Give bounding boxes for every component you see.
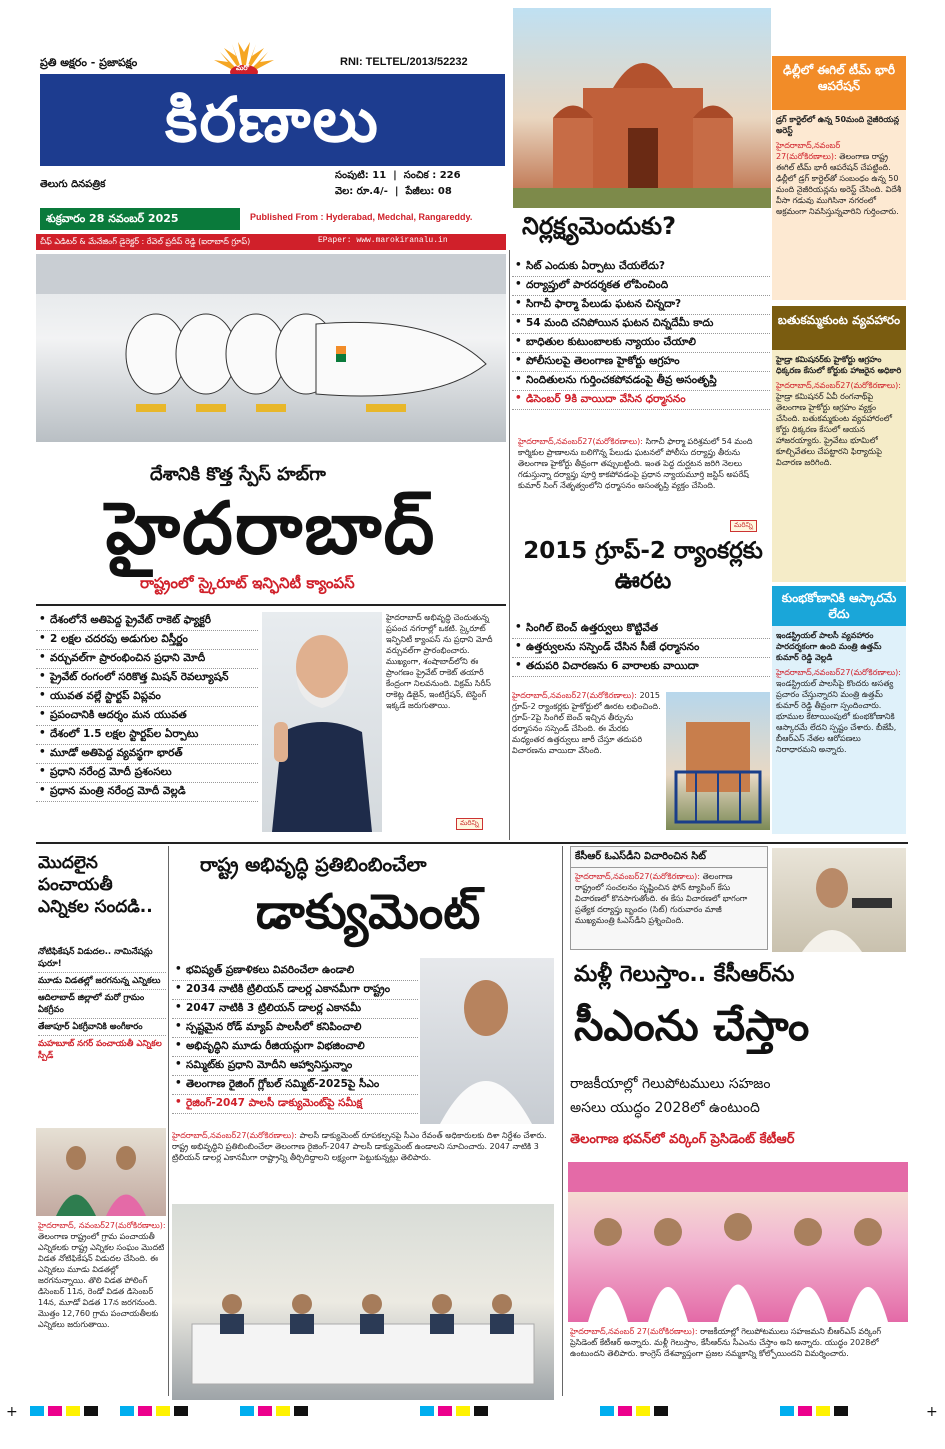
list-item: • దర్యాప్తులో పారదర్శకత లోపించింది [512,277,770,296]
list-item: • తెలంగాణ రైజింగ్ గ్లోబల్ సమ్మిట్-2025పై సీఎం [172,1076,418,1095]
list-item: • దేశంలోనే అతిపెద్ద ప్రైవేట్ రాకెట్ ఫ్యాక్టరీ [36,612,258,631]
sun-logo-icon [210,38,278,78]
group2-body [512,690,662,830]
svg-text:+: + [926,1404,938,1420]
article-text: సిగాచీ ఫార్మా పరిశ్రమలో 54 మంది కార్మికుల ప్రాణాలను బలిగొన్న పేలుడు ఘటనలో పోలీసు దర్యాప్తు తీరును తెలంగాణ హైకోర్టు తీవ్రంగా తప్పుబట్టింది. ఇంత పెద్ద దుర్ఘటన జరిగి నెలలు గడుస్తున్నా దర్యాప్తు పూర్తి కాకపోవడంపై ప్రధాన న్యాయమూర్తి జస్టిస్ అపరేష్ కుమార్ సింగ్ నేతృత్వంలోని ధర్మాసనం అసంతృప్తి వ్యక్తం చేసింది. [518,437,753,490]
list-item: • నిందితులను గుర్తించకపోవడంపై తీవ్ర అసంతృప్తి [512,372,770,391]
panchayat-headline: మొదలైన పంచాయతీ ఎన్నికల సందడి.. [38,853,153,917]
svg-text:+: + [6,1404,18,1420]
sit-box [570,846,768,950]
dateline: హైదరాబాద్,నవంబర్27(మరోకిరణాలు): [575,872,701,881]
high-court-photo [513,8,771,208]
article-text: ఇండస్ట్రియల్ పాలసీపై కొందరు అసత్య ప్రచారం చేస్తున్నారని మంత్రి ఉత్తమ్ కుమార్ రెడ్డి తీవ్రంగా స్పందించారు. భూముల కేటాయింపులో కుంభకోణానికి ఆస్కారమే లేదని స్పష్టం చేశారు. బీజేపీ, బీఆర్ఎస్ నేతల ఆరోపణలు నిరాధారమని అన్నారు. [776,679,897,754]
sidebar-lead: ఇండస్ట్రియల్ పాలసీ వ్యవహారం పారదర్శకంగా ఉంది మంత్రి ఉత్తమ్ కుమార్ రెడ్డి వెల్లడి [776,631,882,662]
article-text: 2015 గ్రూప్-2 ర్యాంకర్లకు హైకోర్టులో ఊరట లభించింది. గ్రూప్-2పై సింగిల్ బెంచ్ ఇచ్చిన తీర్పును ధర్మాసనం సస్పెండ్ చేసింది. ఈ మేరకు మధ్యంతర ఉత్తర్వులు జారీ చేస్తూ తదుపరి విచారణను వాయిదా వేసింది. [512,691,661,755]
revanth-photo [420,958,554,1124]
sidebar-headline: కుంభకోణానికి ఆస్కారమే లేదు [772,586,906,626]
sidebar-body [772,140,906,280]
list-item: • 2034 నాటికి ట్రిలియన్ డాలర్ల ఎకానమీగా రాష్ట్రం [172,981,418,1000]
list-item: • భవిష్యత్ ప్రణాళికలు వివరించేలా ఉండాలి [172,962,418,981]
ktr-headline-1: మళ్లీ గెలుస్తాం.. కేసీఆర్‌ను [574,962,795,987]
article-text: తెలంగాణ రాష్ట్ర ఈగిల్ టీమ్ భారీ ఆపరేషన్ చేపట్టింది. ఢిల్లీలో డ్రగ్ కార్టెల్‌తో సంబంధం ఉన్న 50 మంది నైజీరియన్లను అరెస్ట్ చేసింది. విదేశీ వీసా గడువు ముగిసినా నగరంలో అక్రమంగా నివసిస్తున్నవారిని గుర్తించారు. [776,152,902,216]
list-item: తేజాపూర్ ఏకగ్రీవానికి అంగీకారం [38,1019,166,1036]
dateline: హైదరాబాద్,నవంబర్27(మరోకిరణాలు): [518,437,644,446]
article-text: పాలసీ డాక్యుమెంట్ రూపకల్పనపై సీఎం రేవంత్ అధికారులకు దిశా నిర్దేశం చేశారు. రాష్ట్ర అభివృద్ధిని ప్రతిబింబించేలా తెలంగాణ రైజింగ్-2047 పాలసీ డాక్యుమెంట్ ఉండాలని సూచించారు. 2047 నాటికి 3 ట్రిలియన్ డాలర్ల ఎకానమీగా రాష్ట్రాన్ని తీర్చిదిద్దాలని లక్ష్యంగా పెట్టుకున్నట్లు తెలిపారు. [172,1131,547,1162]
meeting-photo [172,1204,554,1400]
list-item: ఆదిలాబాద్ జిల్లాలో మరో గ్రామం ఏకగ్రీవం [38,990,166,1019]
ktr-sub-3: తెలంగాణ భవన్‌లో వర్కింగ్ ప్రెసిడెంట్ కేటీఆర్ [570,1132,795,1147]
list-item: • సిట్ ఎందుకు ఏర్పాటు చేయలేదు? [512,258,770,277]
sidebar-body [772,380,906,550]
list-item: • ప్రధాని నరేంద్ర మోదీ ప్రశంసలు [36,764,258,783]
divider [36,604,506,606]
dateline: హైదరాబాద్,నవంబర్27(మరోకిరణాలు): [172,1131,298,1140]
lead-body: హైదరాబాద్ అభివృద్ధి చెందుతున్న ప్రపంచ నగరాల్లో ఒకటి. స్కైరూట్ ఇన్ఫినిటీ క్యాంపస్ ను ప్రధాని మోదీ వర్చువల్‌గా ప్రారంభించారు. ముఖ్యంగా, శంషాబాద్‌లోని ఈ ప్రాంగణం ప్రైవేట్ రాకెట్ తయారీ కేంద్రంగా నిలవనుంది. విక్రమ్ సిరీస్ రాకెట్ల డిజైన్, ఇంటిగ్రేషన్, టెస్టింగ్ ఇక్కడే జరుగుతాయి. [386,613,493,710]
panchayat-body [38,1220,166,1396]
panchayat-points [38,944,166,1064]
sidebar-box-1 [772,56,906,300]
date-banner [40,208,240,230]
document-body [172,1130,554,1200]
lead-kicker: దేశానికి కొత్త స్పేస్ హబ్‌గా [150,464,326,485]
epaper-link[interactable]: EPaper: www.marokiranalu.in [318,236,448,245]
list-item: • బాధితుల కుటుంబాలకు న్యాయం చేయాలి [512,334,770,353]
rni-number: RNI: TELTEL/2013/52232 [340,56,468,68]
price: వెల: రూ.4/- [335,186,388,197]
list-item: • స్పష్టమైన రోడ్ మ్యాప్ పాలసీలో కనిపించాలి [172,1019,418,1038]
list-item: • 54 మంది చనిపోయిన ఘటన చిన్నదేమీ కాదు [512,315,770,334]
list-item: నోటిఫికేషన్ విడుదల.. నామినేషన్లు షురూ! [38,944,166,973]
nirlakshyam-headline: నిర్లక్ష్యమెందుకు? [522,212,676,240]
list-item: • డిసెంబర్ 9కి వాయిదా వేసిన ధర్మాసనం [512,391,770,410]
list-item: • ప్రైవేట్ రంగంలో సరికొత్త మిషన్ రెవల్యూషన్ [36,669,258,688]
more-tag[interactable]: మరిన్ని [730,520,757,532]
divider [36,842,908,844]
document-headline: డాక్యుమెంట్ [255,884,481,940]
nirlakshyam-bullets [512,258,770,410]
list-item: • ప్రపంచానికి ఆదర్శం మన యువత [36,707,258,726]
lead-bullets [36,612,258,802]
newspaper-logo: కిరణాలు [40,74,505,166]
nirlakshyam-body [518,436,768,522]
list-item: • సిగాచీ ఫార్మా పేలుడు ఘటన చిన్నదా? [512,296,770,315]
sidebar-box-2 [772,306,906,582]
court-gate-photo [666,692,770,830]
group2-headline: 2015 గ్రూప్-2 ర్యాంకర్లకు ఊరట [523,538,763,594]
ktr-sub-2: అసలు యుద్ధం 2028లో ఉంటుంది [570,1100,760,1116]
sidebar-headline: ఢిల్లీలో ఈగిల్ టీమ్ భారీ ఆపరేషన్ [772,56,906,110]
sidebar-lead: డ్రగ్ కార్టెల్‌లో ఉన్న 50మంది నైజీరియన్ల అరెస్ట్ [776,115,900,135]
sidebar-headline: బతుకమ్మకుంట వ్యవహారం [772,306,906,350]
list-item: • దేశంలో 1.5 లక్షల స్టార్టప్‌ల ఏర్పాటు [36,726,258,745]
dateline: హైదరాబాద్,నవంబర్ 27(మరోకిరణాలు): [570,1327,698,1336]
list-item: • 2047 నాటికి 3 ట్రిలియన్ డాలర్ల ఎకానమీ [172,1000,418,1019]
lead-headline: హైదరాబాద్ [105,486,437,570]
newspaper-subtitle: తెలుగు దినపత్రిక [40,179,106,190]
modi-photo [262,612,382,832]
document-kicker: రాష్ట్ర అభివృద్ధి ప్రతిబింబించేలా [200,854,427,876]
rocket-factory-photo [36,254,506,442]
list-item: మూడు విడతల్లో జరగనున్న ఎన్నికలు [38,973,166,990]
masthead-tagline: ప్రతి అక్షరం - ప్రజాపక్షం [40,56,138,69]
dateline: హైదరాబాద్,నవంబర్27(మరోకిరణాలు): [512,691,638,700]
ktr-headline-2: సీఎంను చేస్తాం [574,1001,810,1050]
ktr-sub-1: రాజకీయాల్లో గెలుపోటములు సహజం [570,1076,771,1092]
column-divider [509,250,510,840]
pages: పేజీలు: 08 [405,186,452,197]
article-text: రాజకీయాల్లో గెలుపోటములు సహజమని బీఆర్ఎస్ వర్కింగ్ ప్రెసిడెంట్ కేటీఆర్ అన్నారు. మళ్లీ గెలుస్తాం, కేసీఆర్‌ను సీఎంను చేస్తాం అని అన్నారు. యుద్ధం 2028లో ఉంటుందని తెలిపారు. కాంగ్రెస్ దేశవ్యాప్తంగా ప్రజల నమ్మకాన్ని కోల్పోయిందని విమర్శించారు. [570,1327,882,1358]
group2-bullets [512,620,770,677]
dateline: హైదరాబాద్,నవంబర్27(మరోకిరణాలు): [776,668,902,677]
sidebar-box-3 [772,586,906,834]
lead-subhead: రాష్ట్రంలో స్కైరూట్ ఇన్ఫినిటీ క్యాంపస్ [140,574,355,592]
volume: సంపుటి: 11 [335,170,387,181]
list-item: • 2 లక్షల చదరపు అడుగుల విస్తీర్ణం [36,631,258,650]
article-text: హైడ్రా కమిషనర్ ఏవీ రంగనాథ్‌పై తెలంగాణ హైకోర్టు ఆగ్రహం వ్యక్తం చేసింది. బతుకమ్మకుంట వ్యవహారంలో కోర్టు ధిక్కరణ కేసులో ఆయన హాజరయ్యారు. ప్రైవేటు భూమిలో కూల్చివేతలు చేపట్టారని ఫిర్యాదుపై విచారణ జరిగింది. [776,392,892,467]
list-item: • రైజింగ్-2047 పాలసీ డాక్యుమెంట్‌పై సమీక్ష [172,1095,418,1114]
ktr-photo [568,1162,908,1322]
sidebar-lead: హైడ్రా కమిషనర్‌కు హైకోర్టు ఆగ్రహం ధిక్కరణ కేసులో కోర్టుకు హాజరైన అధికారి [776,355,902,375]
list-item: • ప్రధాన మంత్రి నరేంద్ర మోదీ వెల్లడి [36,783,258,802]
volume-info: సంపుటి: 11 | సంచిక : 226 వెల: రూ.4/- | పేజీలు: 08 [335,170,461,197]
list-item: • తదుపరి విచారణను 6 వారాలకు వాయిదా [512,658,770,677]
list-item: • ఉత్తర్వులను సస్పెండ్ చేసిన సీజే ధర్మాసనం [512,639,770,658]
list-item: • సమ్మిట్‌కు ప్రధాని మోదీని ఆహ్వానిస్తున్నాం [172,1057,418,1076]
panchayat-photo [36,1128,166,1216]
list-item: • యువత వల్లే స్టార్టప్ విప్లవం [36,688,258,707]
more-tag[interactable]: మరిన్ని [456,818,483,830]
list-item: మహబూబ్ నగర్ పంచాయతీ ఎన్నికల స్పీడ్ [38,1039,162,1061]
sidebar-body [772,667,906,817]
registration-marks [0,1400,945,1422]
editor-line: చీఫ్ ఎడిటర్ & మేనేజింగ్ డైరెక్టర్ : రేవెల్ ప్రదీప్ రెడ్డి (ఐరాబాద్ గ్రూప్) [40,237,251,246]
dateline: హైదరాబాద్,నవంబర్ 27(మరోకిరణాలు): [776,141,841,161]
uttam-photo [772,848,906,952]
sit-headline: కేసీఆర్ ఓఎస్‌డీని విచారించిన సిట్ [571,847,767,868]
document-bullets [172,962,418,1114]
list-item: • అభివృద్ధిని మూడు రీజియన్లుగా విభజించాలి [172,1038,418,1057]
dateline: హైదరాబాద్, నవంబర్27(మరోకిరణాలు): [38,1221,166,1230]
logo-badge: మరో [236,64,250,72]
sit-body [571,868,767,942]
list-item: • మూడో అతిపెద్ద వ్యవస్థగా భారత్ [36,745,258,764]
issue-date: శుక్రవారం 28 నవంబర్ 2025 [46,212,179,225]
article-text: తెలంగాణ రాష్ట్రంలో గ్రామ పంచాయతీ ఎన్నికలకు రాష్ట్ర ఎన్నికల సంఘం మొదటి విడత నోటిఫికేషన్ విడుదల చేసింది. ఈ ఎన్నికలు మూడు విడతల్లో జరగనున్నాయి. తొలి విడత పోలింగ్ డిసెంబర్ 11న, రెండో విడత డిసెంబర్ 14న, మూడో విడత 17న జరగనుంది. మొత్తం 12,760 గ్రామ పంచాయతీలకు ఎన్నికలు జరుగుతాయి. [38,1232,165,1329]
published-from: Published From : Hyderabad, Medchal, Rangareddy. [250,212,473,222]
list-item: • పోలీసులపై తెలంగాణ హైకోర్టు ఆగ్రహం [512,353,770,372]
column-divider [168,846,169,1396]
column-divider [562,846,563,1396]
list-item: • సింగిల్ బెంచ్ ఉత్తర్వులు కొట్టివేత [512,620,770,639]
article-text: తెలంగాణ రాష్ట్రంలో సంచలనం సృష్టించిన ఫోన్ ట్యాపింగ్ కేసు విచారణలో కొనసాగుతోంది. ఈ కేసు విచారణలో భాగంగా ప్రత్యేక దర్యాప్తు బృందం (సిట్) గురువారం మాజీ ముఖ్యమంత్రి ఓఎస్‌డీని ప్రశ్నించింది. [575,872,748,925]
issue: సంచిక : 226 [403,170,461,181]
dateline: హైదరాబాద్,నవంబర్27(మరోకిరణాలు): [776,381,902,390]
list-item: • వర్చువల్‌గా ప్రారంభించిన ప్రధాని మోదీ [36,650,258,669]
ktr-body [570,1326,906,1394]
